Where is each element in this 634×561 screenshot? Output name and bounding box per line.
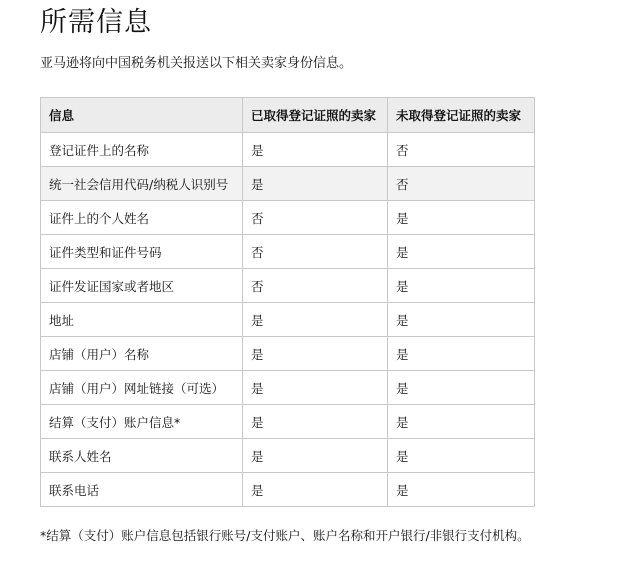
registered-value: 是 xyxy=(243,337,388,371)
registered-value: 是 xyxy=(243,473,388,507)
intro-text: 亚马逊将向中国税务机关报送以下相关卖家身份信息。 xyxy=(40,56,353,71)
table-row xyxy=(41,371,535,405)
table-row xyxy=(41,201,535,235)
table-row xyxy=(41,439,535,473)
row-label: 证件发证国家或者地区 xyxy=(41,269,243,303)
table-row xyxy=(41,303,535,337)
unregistered-value: 否 xyxy=(388,167,535,201)
unregistered-value: 是 xyxy=(388,439,535,473)
registered-value: 是 xyxy=(243,405,388,439)
row-label: 证件上的个人姓名 xyxy=(41,201,243,235)
registered-value: 否 xyxy=(243,201,388,235)
required-info-table xyxy=(40,97,535,507)
row-label: 联系人姓名 xyxy=(41,439,243,473)
row-label: 地址 xyxy=(41,303,243,337)
unregistered-value: 是 xyxy=(388,235,535,269)
registered-value: 否 xyxy=(243,269,388,303)
unregistered-value: 是 xyxy=(388,201,535,235)
row-label: 统一社会信用代码/纳税人识别号 xyxy=(41,167,243,201)
registered-value: 是 xyxy=(243,371,388,405)
table-header-row xyxy=(41,98,535,133)
row-label: 店铺（用户）网址链接（可选） xyxy=(41,371,243,405)
row-label: 证件类型和证件号码 xyxy=(41,235,243,269)
registered-value: 是 xyxy=(243,167,388,201)
row-label: 登记证件上的名称 xyxy=(41,133,243,167)
unregistered-value: 是 xyxy=(388,371,535,405)
unregistered-value: 是 xyxy=(388,473,535,507)
table-row xyxy=(41,337,535,371)
row-label: 结算（支付）账户信息* xyxy=(41,405,243,439)
table-row xyxy=(41,269,535,303)
row-label: 店铺（用户）名称 xyxy=(41,337,243,371)
header-info: 信息 xyxy=(41,98,243,133)
unregistered-value: 是 xyxy=(388,303,535,337)
header-unregistered-seller: 未取得登记证照的卖家 xyxy=(388,98,535,133)
table-row xyxy=(41,133,535,167)
table-row xyxy=(41,167,535,201)
table-row xyxy=(41,235,535,269)
unregistered-value: 是 xyxy=(388,405,535,439)
registered-value: 是 xyxy=(243,439,388,473)
table-row xyxy=(41,405,535,439)
row-label: 联系电话 xyxy=(41,473,243,507)
footnote: *结算（支付）账户信息包括银行账号/支付账户、账户名称和开户银行/非银行支付机构。 xyxy=(40,528,530,543)
page-title: 所需信息 xyxy=(40,7,152,38)
unregistered-value: 否 xyxy=(388,133,535,167)
unregistered-value: 是 xyxy=(388,269,535,303)
table-row xyxy=(41,473,535,507)
registered-value: 是 xyxy=(243,133,388,167)
registered-value: 是 xyxy=(243,303,388,337)
unregistered-value: 是 xyxy=(388,337,535,371)
registered-value: 否 xyxy=(243,235,388,269)
header-registered-seller: 已取得登记证照的卖家 xyxy=(243,98,388,133)
